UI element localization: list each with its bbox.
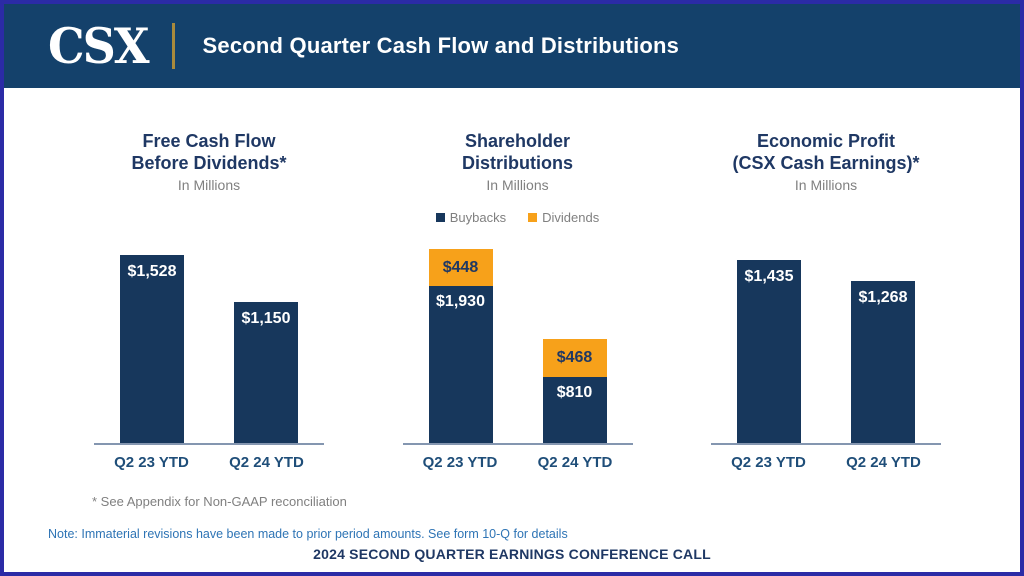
bar-q2-24-ytd — [234, 302, 298, 443]
plot-area — [711, 248, 941, 445]
segment-dividends — [429, 249, 493, 286]
bar-value-label: $810 — [556, 384, 593, 401]
x-axis-label: Q2 24 YTD — [537, 454, 613, 471]
bar-value-label: $1,930 — [436, 293, 485, 310]
header-divider — [172, 23, 175, 69]
x-axis-label: Q2 23 YTD — [731, 454, 806, 471]
legend — [368, 210, 668, 225]
chart-title-line: Free Cash Flow — [142, 131, 276, 151]
chart-title — [59, 130, 359, 174]
bar-q2-24-ytd — [543, 339, 607, 443]
x-axis-label: Q2 23 YTD — [422, 454, 498, 471]
legend-item-buybacks — [436, 210, 506, 225]
chart-shareholder-distributions — [368, 88, 668, 488]
charts-area — [4, 88, 1020, 488]
bar-value-label: $1,268 — [858, 289, 908, 306]
bar-q2-23-ytd — [429, 249, 493, 443]
chart-title-line: (CSX Cash Earnings)* — [732, 153, 920, 173]
segment-buybacks — [429, 286, 493, 443]
buybacks-swatch-icon — [436, 213, 445, 222]
x-axis-labels — [711, 454, 941, 471]
segment-dividends — [543, 339, 607, 377]
chart-economic-profit — [676, 88, 976, 488]
plot-area — [403, 248, 633, 445]
bar-q2-23-ytd — [120, 255, 184, 443]
chart-title — [368, 130, 668, 174]
header-bar — [4, 4, 1020, 88]
bar-value-label: $1,528 — [127, 263, 177, 280]
chart-title-line: Before Dividends* — [131, 153, 287, 173]
legend-label-buybacks: Buybacks — [449, 210, 507, 225]
x-axis-label: Q2 24 YTD — [229, 454, 304, 471]
x-axis-label: Q2 24 YTD — [846, 454, 921, 471]
x-axis-labels — [403, 454, 633, 471]
plot-area — [94, 248, 324, 445]
legend-label-dividends: Dividends — [542, 210, 600, 225]
x-axis-labels — [94, 454, 324, 471]
chart-subtitle: In Millions — [794, 177, 858, 193]
legend-item-dividends — [528, 210, 599, 225]
appendix-footnote: * See Appendix for Non-GAAP reconciliation — [92, 494, 347, 509]
csx-logo: CSX — [48, 17, 148, 75]
segment-buybacks — [543, 377, 607, 443]
chart-subtitle: In Millions — [177, 177, 241, 193]
bar-value-label: $468 — [556, 349, 593, 366]
chart-title-line: Economic Profit — [756, 131, 895, 151]
slide-title: Second Quarter Cash Flow and Distributions — [202, 33, 680, 58]
bar-value-label: $1,435 — [744, 268, 794, 285]
bar-q2-24-ytd — [851, 281, 915, 443]
bar-value-label: $448 — [442, 258, 479, 276]
chart-title-line: Distributions — [462, 153, 573, 173]
x-axis-label: Q2 23 YTD — [114, 454, 189, 471]
revisions-footnote: Note: Immaterial revisions have been made to prior period amounts. See form 10-Q for details — [48, 527, 568, 541]
chart-subtitle: In Millions — [486, 177, 549, 193]
dividends-swatch-icon — [528, 213, 537, 222]
chart-free-cash-flow — [59, 88, 359, 488]
chart-title — [676, 130, 976, 174]
bar-value-label: $1,150 — [241, 310, 291, 327]
chart-title-line: Shareholder — [464, 131, 571, 151]
conference-call-footer: 2024 SECOND QUARTER EARNINGS CONFERENCE CALL — [313, 546, 711, 562]
bar-q2-23-ytd — [737, 260, 801, 443]
